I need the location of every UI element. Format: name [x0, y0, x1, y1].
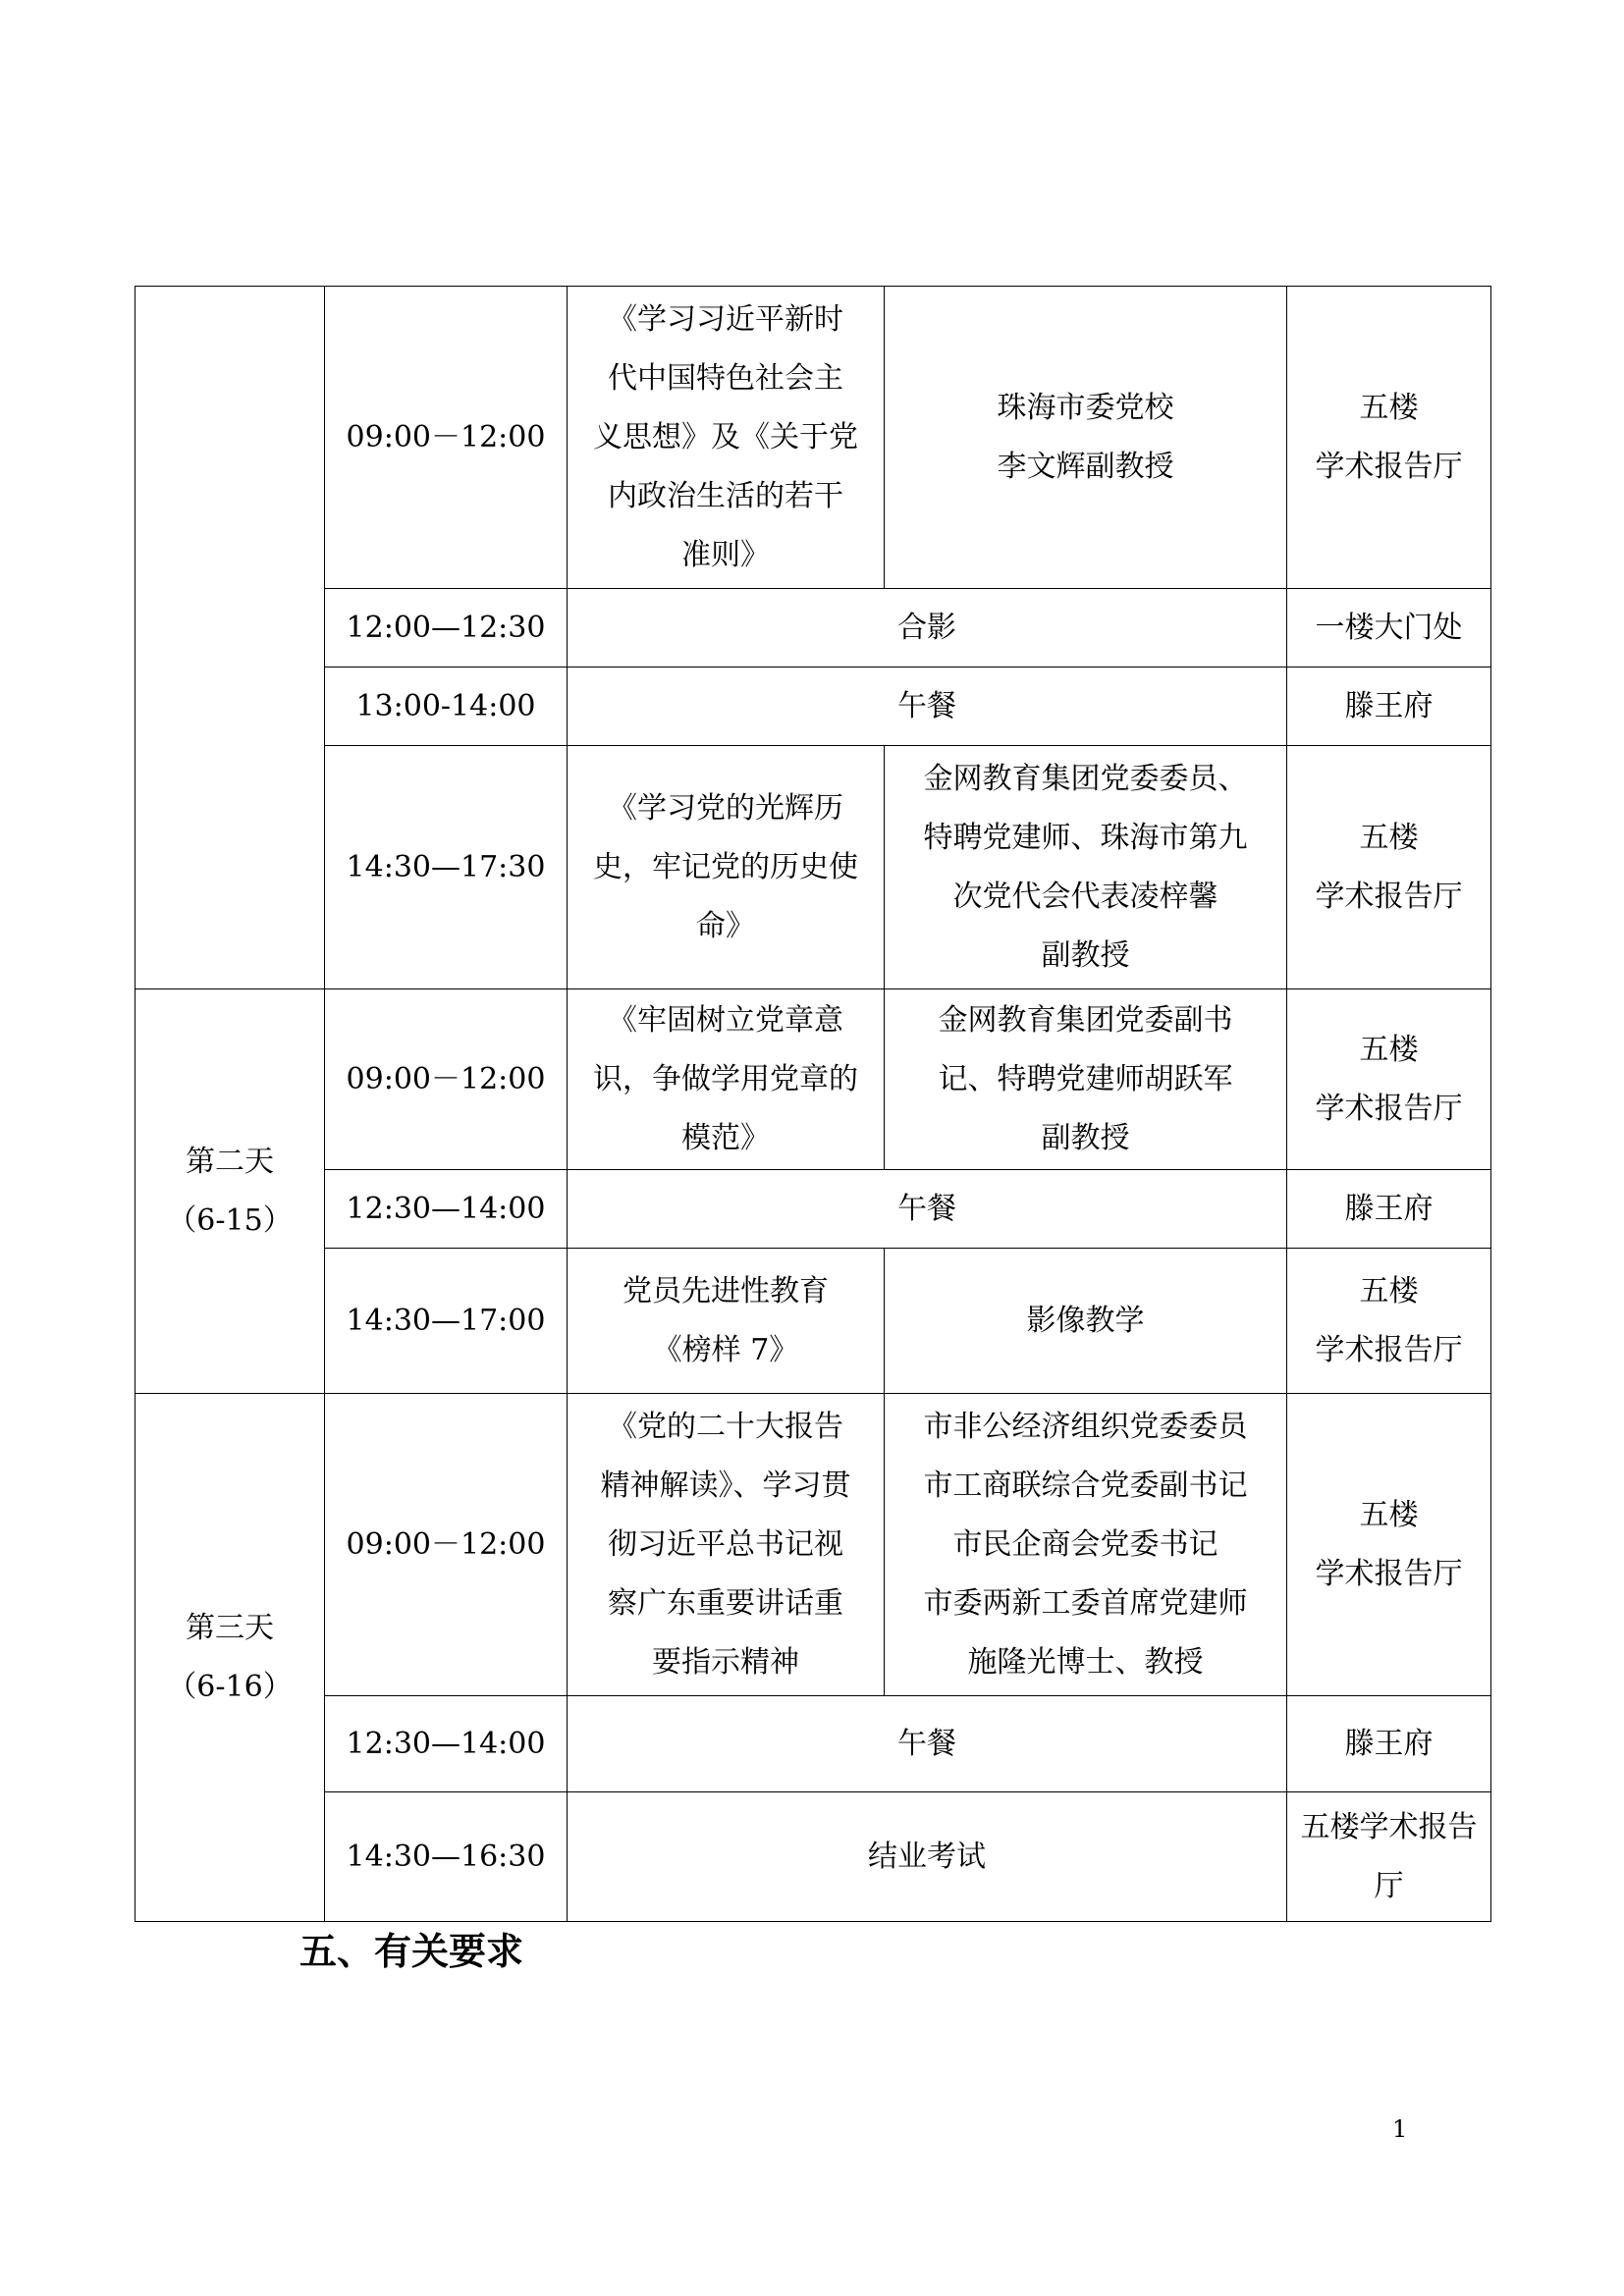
table-row	[135, 287, 1491, 589]
table-row	[135, 746, 1491, 989]
time-cell: 12:30—14:00	[325, 1696, 568, 1792]
location-cell: 五楼 学术报告厅	[1287, 287, 1491, 589]
time-cell: 14:30—16:30	[325, 1792, 568, 1922]
table-row	[135, 1394, 1491, 1696]
table-row	[135, 989, 1491, 1170]
location-cell: 五楼学术报告 厅	[1287, 1792, 1491, 1922]
activity-cell: 午餐	[568, 1696, 1287, 1792]
time-cell: 09:00－12:00	[325, 1394, 568, 1696]
location-cell: 五楼 学术报告厅	[1287, 1394, 1491, 1696]
lecturer-cell: 珠海市委党校 李文辉副教授	[885, 287, 1287, 589]
day-cell: 第二天 （6-15）	[135, 989, 325, 1394]
time-cell: 09:00－12:00	[325, 989, 568, 1170]
table-row	[135, 1170, 1491, 1249]
section-heading: 五、有关要求	[299, 1930, 524, 1973]
table-row	[135, 1696, 1491, 1792]
day-cell: 第三天 （6-16）	[135, 1394, 325, 1922]
day-cell	[135, 287, 325, 989]
time-cell: 14:30—17:00	[325, 1249, 568, 1394]
location-cell: 一楼大门处	[1287, 589, 1491, 667]
location-cell: 滕王府	[1287, 667, 1491, 746]
lecturer-cell: 市非公经济组织党委委员 市工商联综合党委副书记 市民企商会党委书记 市委两新工委首席党建师 施隆光博士、教授	[885, 1394, 1287, 1696]
schedule-table	[135, 286, 1491, 1922]
table-row	[135, 1792, 1491, 1922]
activity-cell: 合影	[568, 589, 1287, 667]
time-cell: 14:30—17:30	[325, 746, 568, 989]
location-cell: 五楼 学术报告厅	[1287, 989, 1491, 1170]
location-cell: 滕王府	[1287, 1170, 1491, 1249]
table-row	[135, 667, 1491, 746]
lecturer-cell: 金网教育集团党委副书 记、特聘党建师胡跃军 副教授	[885, 989, 1287, 1170]
table-row	[135, 589, 1491, 667]
time-cell: 09:00－12:00	[325, 287, 568, 589]
location-cell: 五楼 学术报告厅	[1287, 1249, 1491, 1394]
activity-cell: 结业考试	[568, 1792, 1287, 1922]
activity-cell: 午餐	[568, 1170, 1287, 1249]
page-number: 1	[1392, 2115, 1408, 2143]
topic-cell: 《牢固树立党章意 识，争做学用党章的 模范》	[568, 989, 885, 1170]
time-cell: 12:00—12:30	[325, 589, 568, 667]
topic-cell: 《学习习近平新时 代中国特色社会主 义思想》及《关于党 内政治生活的若干 准则》	[568, 287, 885, 589]
time-cell: 13:00-14:00	[325, 667, 568, 746]
topic-cell: 《学习党的光辉历 史，牢记党的历史使 命》	[568, 746, 885, 989]
time-cell: 12:30—14:00	[325, 1170, 568, 1249]
lecturer-cell: 影像教学	[885, 1249, 1287, 1394]
lecturer-cell: 金网教育集团党委委员、 特聘党建师、珠海市第九 次党代会代表凌梓馨 副教授	[885, 746, 1287, 989]
table-row	[135, 1249, 1491, 1394]
topic-cell: 党员先进性教育 《榜样 7》	[568, 1249, 885, 1394]
topic-cell: 《党的二十大报告 精神解读》、学习贯 彻习近平总书记视 察广东重要讲话重 要指示精神	[568, 1394, 885, 1696]
location-cell: 五楼 学术报告厅	[1287, 746, 1491, 989]
activity-cell: 午餐	[568, 667, 1287, 746]
location-cell: 滕王府	[1287, 1696, 1491, 1792]
